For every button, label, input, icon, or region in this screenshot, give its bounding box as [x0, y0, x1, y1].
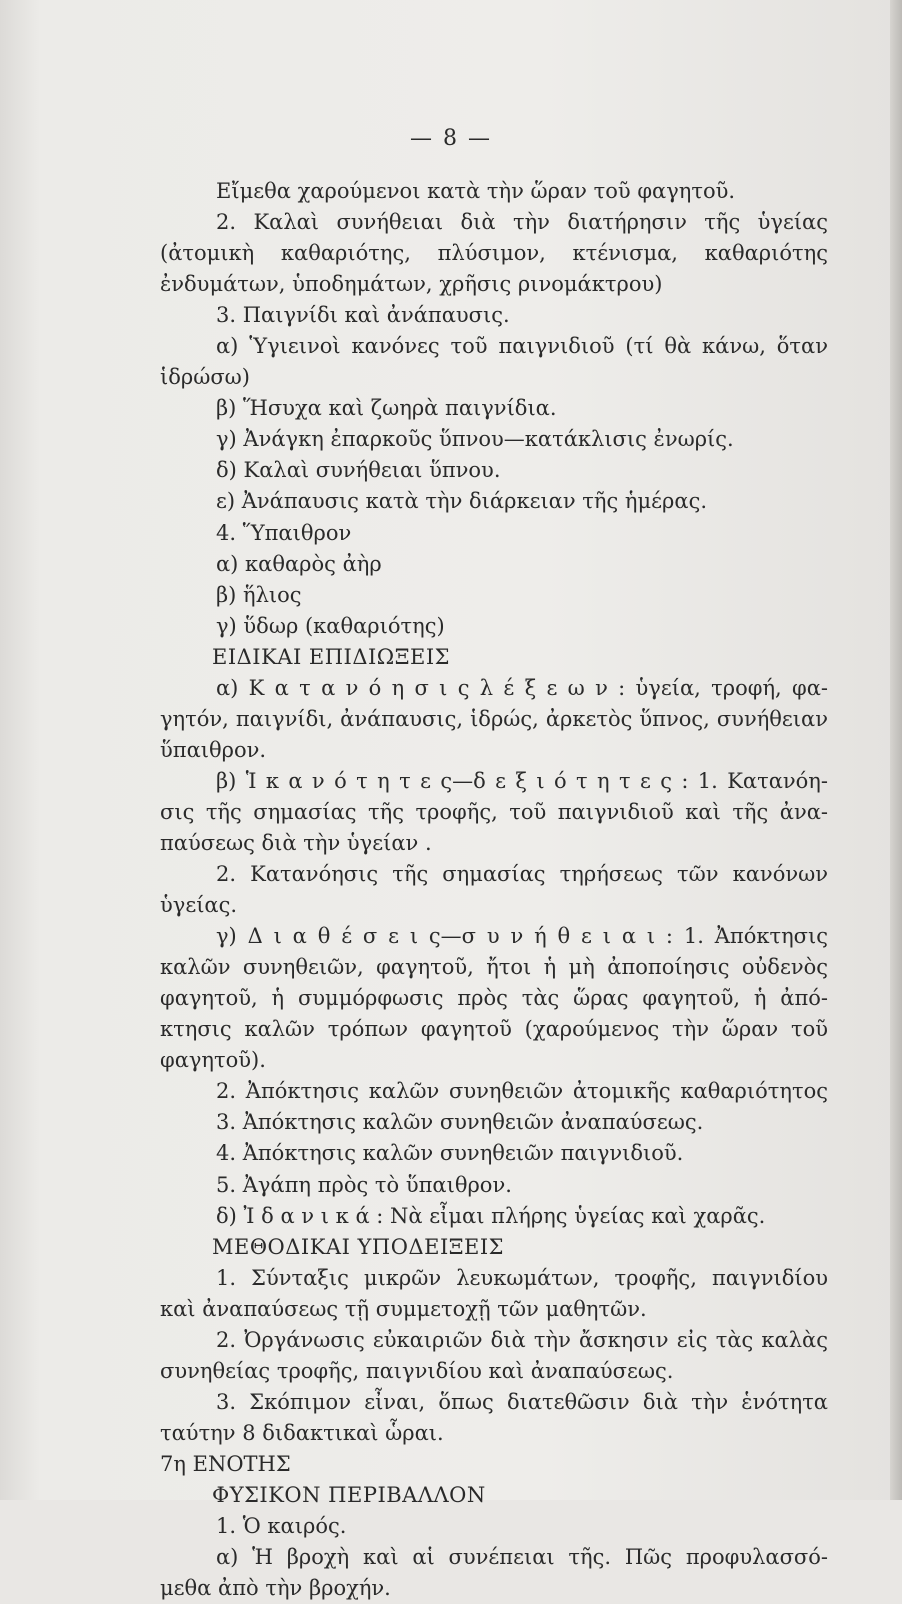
- text-line: φαγητοῦ, ἡ συμμόρφωσις πρὸς τὰς ὥρας φαγητοῦ, ἡ ἀπό-: [160, 986, 828, 1011]
- text-line: 3. Παιγνίδι καὶ ἀνάπαυσις.: [216, 303, 510, 328]
- text-line: 3. Σκόπιμον εἶναι, ὅπως διατεθῶσιν διὰ τὴν ἑνότητα: [216, 1389, 828, 1414]
- text-line: σις τῆς σημασίας τῆς τροφῆς, τοῦ παιγνιδιοῦ καὶ τῆς ἀνα-: [160, 799, 828, 824]
- section-heading: ΕΙΔΙΚΑΙ ΕΠΙΔΙΩΞΕΙΣ: [212, 644, 450, 669]
- text-line: β) ἥλιος: [216, 582, 302, 607]
- text-line: 2. Ὀργάνωσις εὐκαιριῶν διὰ τὴν ἄσκησιν εἰς τὰς καλὰς: [216, 1327, 828, 1352]
- text-line: Εἴμεθα χαρούμενοι κατὰ τὴν ὥραν τοῦ φαγητοῦ.: [216, 179, 736, 203]
- text-line: συνηθείας τροφῆς, παιγνιδίου καὶ ἀναπαύσεως.: [160, 1358, 674, 1383]
- text-line: κτησις καλῶν τρόπων φαγητοῦ (χαρούμενος τὴν ὥραν τοῦ: [160, 1017, 828, 1042]
- text-line: ε) Ἀνάπαυσις κατὰ τὴν διάρκειαν τῆς ἡμέρας.: [216, 489, 708, 514]
- text-line: γητόν, παιγνίδι, ἀνάπαυσις, ἱδρώς, ἀρκετὸς ὕπνος, συνήθειαν: [160, 706, 828, 731]
- text-line: ὑγείας.: [160, 893, 238, 918]
- text-line: 5. Ἀγάπη πρὸς τὸ ὕπαιθρον.: [216, 1172, 512, 1197]
- text-line: β) Ἥσυχα καὶ ζωηρὰ παιγνίδια.: [216, 396, 557, 421]
- text-line: 1. Ὁ καιρός.: [216, 1514, 347, 1539]
- text-line: καὶ ἀναπαύσεως τῇ συμμετοχῇ τῶν μαθητῶν.: [160, 1296, 647, 1321]
- text-line: α) Κ α τ α ν ό η σ ι ς λ έ ξ ε ω ν : ὑγεία, τροφή, φα-: [216, 675, 828, 700]
- page-edge: [890, 0, 902, 1500]
- text-line: 4. Ἀπόκτησις καλῶν συνηθειῶν παιγνιδιοῦ.: [216, 1141, 684, 1166]
- body-text: [160, 176, 828, 1604]
- text-line: 2. Ἀπόκτησις καλῶν συνηθειῶν ἀτομικῆς καθαριότητος: [216, 1079, 828, 1104]
- text-line: (ἀτομικὴ καθαριότης, πλύσιμον, κτένισμα, καθαριότης: [160, 241, 828, 266]
- text-line: ἱδρώσω): [160, 365, 250, 390]
- text-line: β) Ἱ κ α ν ό τ η τ ε ς—δ ε ξ ι ό τ η τ ε ς : 1. Κατανόη-: [216, 768, 828, 793]
- text-line: γ) ὕδωρ (καθαριότης): [216, 613, 445, 638]
- text-line: 3. Ἀπόκτησις καλῶν συνηθειῶν ἀναπαύσεως.: [216, 1110, 704, 1135]
- text-line: δ) Ἰ δ α ν ι κ ά : Νὰ εἶμαι πλήρης ὑγείας καὶ χαρᾶς.: [216, 1203, 766, 1228]
- page-number: — 8 —: [410, 126, 492, 151]
- text-line: ἐνδυμάτων, ὑποδημάτων, χρῆσις ρινομάκτρου): [160, 272, 663, 297]
- text-line: φαγητοῦ).: [160, 1048, 266, 1073]
- unit-heading: 7η ΕΝΟΤΗΣ: [160, 1451, 291, 1476]
- text-line: γ) Δ ι α θ έ σ ε ι ς—σ υ ν ή θ ε ι α ι : 1. Ἀπόκτησις: [216, 924, 828, 949]
- text-line: γ) Ἀνάγκη ἐπαρκοῦς ὕπνου—κατάκλισις ἐνωρίς.: [216, 427, 734, 452]
- text-line: 2. Κατανόησις τῆς σημασίας τηρήσεως τῶν κανόνων: [216, 862, 828, 887]
- text-line: α) Ὑγιεινοὶ κανόνες τοῦ παιγνιδιοῦ (τί θὰ κάνω, ὅταν: [216, 334, 828, 359]
- section-heading: ΜΕΘΟΔΙΚΑΙ ΥΠΟΔΕΙΞΕΙΣ: [212, 1234, 504, 1259]
- text-line: α) καθαρὸς ἀὴρ: [216, 551, 382, 576]
- text-line: καλῶν συνηθειῶν, φαγητοῦ, ἤτοι ἡ μὴ ἀποποίησις οὐδενὸς: [160, 955, 828, 980]
- text-line: παύσεως διὰ τὴν ὑγείαν .: [160, 830, 432, 855]
- section-heading: ΦΥΣΙΚΟΝ ΠΕΡΙΒΑΛΛΟΝ: [212, 1482, 486, 1507]
- text-line: δ) Καλαὶ συνήθειαι ὕπνου.: [216, 458, 501, 483]
- text-line: 1. Σύνταξις μικρῶν λευκωμάτων, τροφῆς, παιγνιδίου: [216, 1265, 828, 1290]
- text-line: α) Ἡ βροχὴ καὶ αἱ συνέπειαι τῆς. Πῶς προφυλασσό-: [216, 1545, 828, 1570]
- text-line: 4. Ὕπαιθρον: [216, 520, 352, 545]
- text-line: ὕπαιθρον.: [160, 737, 267, 762]
- text-line: ταύτην 8 διδακτικαὶ ὧραι.: [160, 1420, 444, 1445]
- text-line: 2. Καλαὶ συνήθειαι διὰ τὴν διατήρησιν τῆς ὑγείας: [216, 210, 828, 235]
- text-line: μεθα ἀπὸ τὴν βροχήν.: [160, 1576, 391, 1601]
